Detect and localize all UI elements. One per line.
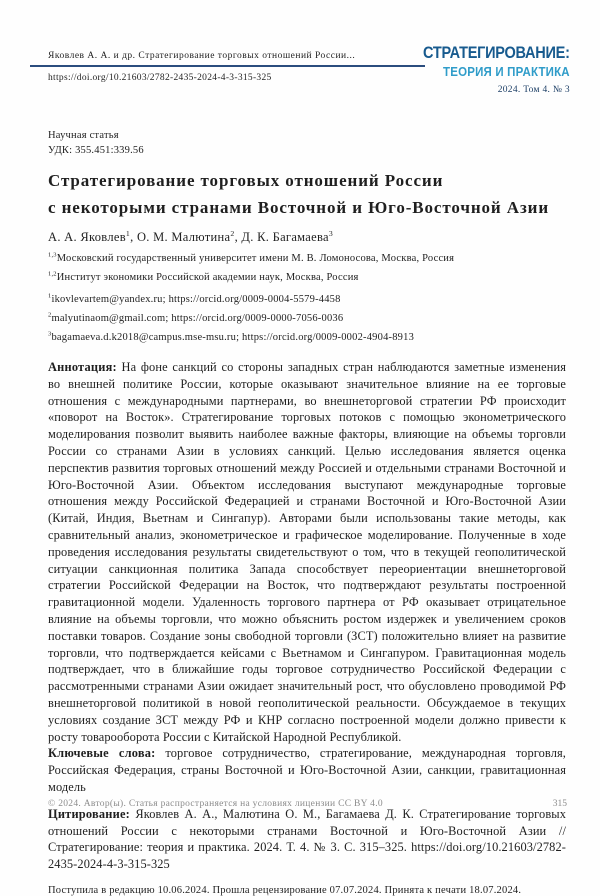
journal-logo bbox=[403, 45, 570, 95]
affiliations bbox=[48, 249, 566, 287]
contact-line: $^1$ikovlevartem@yandex.ru; https://orcid.org/0009-0004-5579-4458 bbox=[48, 292, 341, 305]
keywords-text: торговое сотрудничество, стратегирование, международная торговля, Российская Федерация, страны Восточной и Юго-Восточной Азии, санкции, гравитационная модель bbox=[48, 746, 567, 794]
abstract-section bbox=[48, 359, 566, 796]
citation-paragraph bbox=[48, 806, 566, 873]
journal-title-line1: СТРАТЕГИРОВАНИЕ: bbox=[423, 44, 570, 62]
author-name: О. М. Малютина$^2$ bbox=[136, 228, 235, 244]
article-type: Научная статья bbox=[48, 130, 119, 141]
author-orcid-link: https://orcid.org/0009-0002-4904-8913 bbox=[242, 332, 415, 343]
citation-text: Яковлев А. А., Малютина О. М., Багамаева Д. К. Стратегирование торговых отношений России с некоторыми странами Восточной и Юго-Восточной Азии // Стратегирование: теория и практика. 2024. Т. 4. № 3. С. 315–325. https://doi.org/10.21603/2782-2435-2024-4-3-315-325 bbox=[48, 806, 566, 872]
article-title-line: с некоторыми странами Восточной и Юго-Восточной Азии bbox=[48, 198, 550, 217]
header-rule bbox=[30, 65, 425, 67]
article-udc: УДК: 355.451:339.56 bbox=[48, 145, 144, 156]
article-title-line: Стратегирование торговых отношений России bbox=[48, 171, 444, 190]
authors-line: А. А. Яковлев$^1$, О. М. Малютина$^2$, Д. К. Багамаева$^3$ bbox=[48, 228, 334, 244]
author-orcid-link: https://orcid.org/0009-0000-7056-0036 bbox=[171, 313, 344, 324]
citation-label: Цитирование: bbox=[48, 806, 130, 821]
article-content bbox=[48, 128, 566, 896]
journal-issue: 2024. Том 4. № 3 bbox=[497, 85, 570, 95]
contact-line: $^2$malyutinaom@gmail.com; https://orcid.org/0009-0000-7056-0036 bbox=[48, 311, 344, 324]
running-head: Яковлев А. А. и др. Стратегирование торговых отношений России... bbox=[48, 51, 356, 61]
abstract-paragraph bbox=[48, 359, 566, 745]
article-title bbox=[48, 167, 566, 221]
author-orcid-link: https://orcid.org/0009-0004-5579-4458 bbox=[168, 294, 341, 305]
abstract-text: На фоне санкций со стороны западных стран наблюдаются заметные изменения во внешней политике России, которые оказывают значительное влияние на ее торговые отношения с международными партнерами, во внешнеторговой стратегии РФ происходит «поворот на Восток». Стратегирование торговых потоков с помощью эконометрического моделирования позволит выявить наиболее важные факторы, влияющие на объемы торговли России со странами Азии в условиях санкций. Целью исследования является оценка перспектив развития торговых отношений между Россией и отдельными странами Восточной и Юго-Восточной Азии. Объектом исследования выступают международные торговые отношения между Российской Федерацией и странами Восточной и Юго-Восточной Азии (Китай, Индия, Вьетнам и Сингапур). Авторами были использованы такие методы, как сравнительный анализ, эконометрическое и графическое моделирование. Полученные в ходе проведения исследования результаты свидетельствуют о том, что в текущей геополитической ситуации санкционная политика Запада способствует переориентации внешнеторговой стратегии Российской Федерации на Восток, что подтверждают результаты построенной гравитационной модели. Удаленность торгового партнера от РФ оказывает отрицательное влияние на объемы торговли, что можно объяснить ростом издержек и увеличением сроков поставки товаров. Создание зоны свободной торговли (ЗСТ) положительно влияет на развитие торговли, что подтверждается кейсами с Вьетнамом и Сингапуром. Гравитационная модель подтверждает, что в ближайшие годы торговое сотрудничество Российской Федерации с рассмотренными странами Азии ожидает значительный рост, что обусловлено проводимой РФ внешнеторговой политикой в новой геополитической реальности. Обсуждаемое в текущих условиях создание ЗСТ между РФ и КНР согласно построенной модели должно привести к росту товарооборота России с Китайской Народной Республикой. bbox=[48, 360, 566, 744]
author-name: А. А. Яковлев$^1$ bbox=[48, 228, 131, 244]
affiliation-line: $^{1,2}$Институт экономики Российской академии наук, Москва, Россия bbox=[48, 270, 359, 283]
contact-line: $^3$bagamaeva.d.k2018@campus.mse-msu.ru; https://orcid.org/0009-0002-4904-8913 bbox=[48, 330, 415, 343]
footer-license: © 2024. Автор(ы). Статья распространяется на условиях лицензии CC BY 4.0 bbox=[48, 799, 383, 809]
author-email: ikovlevartem@yandex.ru bbox=[51, 294, 163, 305]
keywords-paragraph bbox=[48, 745, 566, 795]
citation-section bbox=[48, 806, 566, 873]
article-dates: Поступила в редакцию 10.06.2024. Прошла рецензирование 07.07.2024. Принята к печати 18.07.2024. bbox=[48, 884, 522, 896]
abstract-label: Аннотация: bbox=[48, 360, 117, 374]
author-name: Д. К. Багамаева$^3$ bbox=[241, 228, 334, 244]
author-email: malyutinaom@gmail.com bbox=[51, 313, 166, 324]
doi-link: https://doi.org/10.21603/2782-2435-2024-4-3-315-325 bbox=[48, 73, 272, 83]
footer-page-number: 315 bbox=[552, 799, 567, 809]
keywords-label: Ключевые слова: bbox=[48, 746, 156, 761]
contacts bbox=[48, 290, 566, 347]
journal-title-line2: ТЕОРИЯ И ПРАКТИКА bbox=[443, 65, 570, 79]
author-email: bagamaeva.d.k2018@campus.mse-msu.ru bbox=[51, 332, 237, 343]
affiliation-line: $^{1,3}$Московский государственный университет имени М. В. Ломоносова, Москва, Россия bbox=[48, 251, 455, 264]
